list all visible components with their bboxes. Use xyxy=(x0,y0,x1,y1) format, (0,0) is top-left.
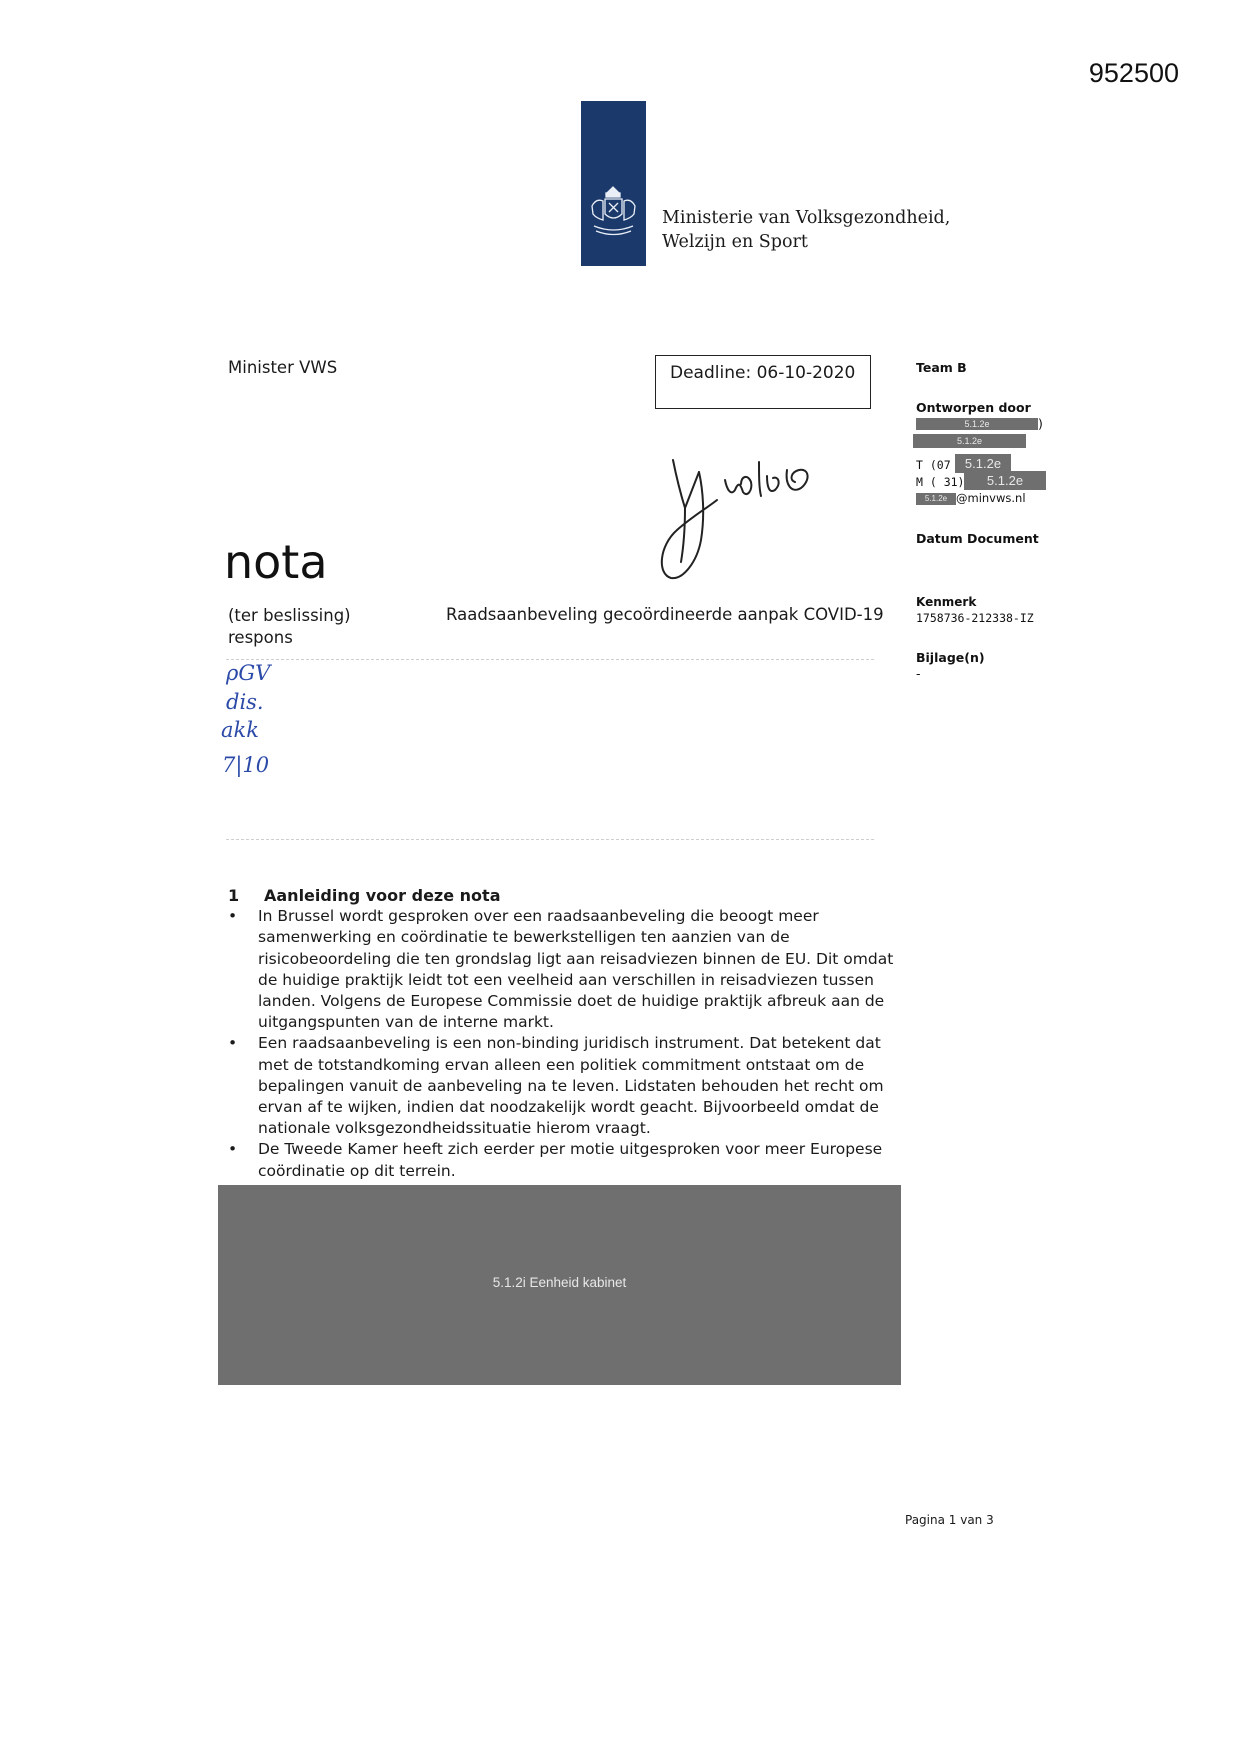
subject-line: Raadsaanbeveling gecoördineerde aanpak COVID-19 xyxy=(446,605,884,624)
divider-bottom xyxy=(226,839,874,840)
redacted-function: 5.1.2e xyxy=(913,434,1026,448)
divider-top xyxy=(226,659,874,660)
email-suffix: @minvws.nl xyxy=(956,491,1026,505)
deadline-box: Deadline: 06-10-2020 xyxy=(655,355,871,409)
bullet-item: • In Brussel wordt gesproken over een raadsaanbeveling die beoogt meer samenwerking en coördinatie te bewerkstelligen ten aanzien van de risicobeoordeling die ten grondslag ligt aan reisadviezen binnen de EU. Dit omdat de huidige praktijk leidt tot een veelheid aan verschillen in reisadviezen tussen landen. Volgens de Europese Commissie doet de huidige praktijk afbreuk aan de uitgangspunten van de interne markt. xyxy=(228,906,900,1033)
bullet-item: • Een raadsaanbeveling is een non-binding juridisch instrument. Dat betekent dat met de totstandkoming ervan alleen een politiek commitment ontstaat om de bepalingen vanuit de aanbeveling na te leven. Lidstaten behouden het recht om ervan af te wijken, indien dat noodzakelijk wordt geacht. Bijvoorbeeld omdat de nationale volksgezondheidssituatie hierom vraagt. xyxy=(228,1033,900,1139)
section-number: 1 xyxy=(228,886,240,905)
document-subtype xyxy=(228,605,351,649)
section-aanleiding xyxy=(228,885,900,1182)
royal-crest-icon xyxy=(588,184,639,246)
addressee: Minister VWS xyxy=(228,358,338,377)
handwritten-signature xyxy=(655,450,865,640)
page-number: Pagina 1 van 3 xyxy=(905,1513,994,1527)
kenmerk-label: Kenmerk xyxy=(916,595,977,609)
name-suffix: ) xyxy=(1038,416,1043,431)
redacted-phone-m: 5.1.2e xyxy=(964,471,1046,490)
ministry-name-line2: Welzijn en Sport xyxy=(662,232,808,252)
datum-document-label: Datum Document xyxy=(916,531,1039,546)
kenmerk-value: 1758736-212338-IZ xyxy=(916,611,1034,625)
team-label: Team B xyxy=(916,360,967,375)
bijlagen-value: - xyxy=(916,666,921,681)
bijlagen-label: Bijlage(n) xyxy=(916,650,985,665)
bullet-item: • De Tweede Kamer heeft zich eerder per motie uitgesproken voor meer Europese coördinatie op dit terrein. xyxy=(228,1139,900,1181)
decision-type: (ter beslissing) xyxy=(228,606,351,625)
bullet-list xyxy=(228,906,900,1182)
redacted-name: 5.1.2e xyxy=(916,418,1038,430)
redacted-phone-t: 5.1.2e xyxy=(955,454,1011,473)
phone-t-prefix: T (07 xyxy=(916,458,951,472)
redacted-email-user: 5.1.2e xyxy=(916,493,956,505)
designed-by-label: Ontworpen door xyxy=(916,400,1031,415)
phone-m-prefix: M ( 31) xyxy=(916,475,965,489)
handwritten-note-line3: akk xyxy=(221,718,259,742)
redaction-label: 5.1.2i Eenheid kabinet xyxy=(492,1275,627,1290)
handwritten-note-line4: 7|10 xyxy=(222,753,270,777)
ministry-name-line1: Ministerie van Volksgezondheid, xyxy=(662,208,951,228)
section-title: Aanleiding voor deze nota xyxy=(264,886,501,905)
document-type-title: nota xyxy=(224,535,328,589)
handwritten-note-line2: dis. xyxy=(226,690,264,714)
handwritten-note-line1: ρGV xyxy=(226,661,271,685)
rijksoverheid-logo-bar xyxy=(581,101,646,266)
section-heading xyxy=(228,885,900,906)
redacted-block xyxy=(218,1185,901,1385)
document-number: 952500 xyxy=(1088,58,1179,88)
response-type: respons xyxy=(228,628,293,647)
ministry-name xyxy=(662,206,950,254)
